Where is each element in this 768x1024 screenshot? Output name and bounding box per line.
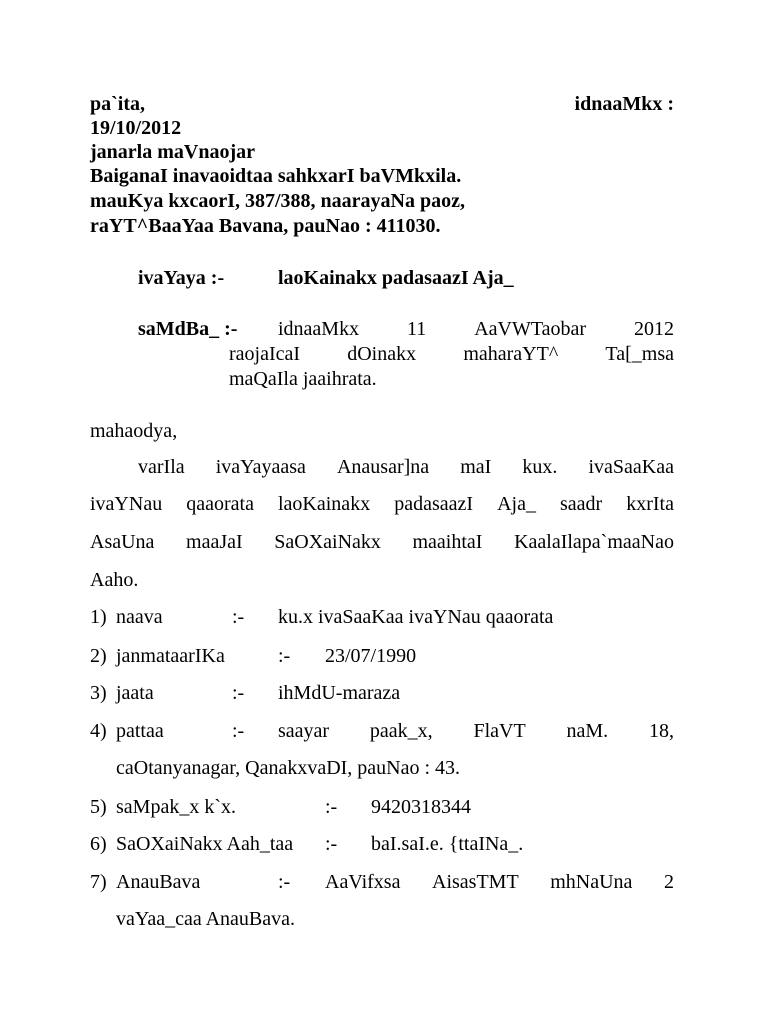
reference-line — [278, 317, 674, 341]
reference-word: 11 — [407, 318, 427, 340]
reference-word: AaVWTaobar — [474, 318, 587, 340]
item-label: saMpak_x k`x. — [116, 796, 236, 818]
value-word: 18, — [648, 720, 674, 742]
value-word: FlaVT — [473, 720, 526, 742]
address-line: janarla maVnaojar — [90, 141, 255, 163]
item-label: jaata — [116, 682, 154, 704]
item-separator: :- — [278, 645, 291, 667]
item-label: pattaa — [116, 720, 164, 742]
date-label: idnaaMkx : — [574, 93, 674, 115]
body-word: maaihtaI — [412, 531, 483, 553]
reference-label: saMdBa_ :- — [138, 318, 238, 340]
recipient-salutation: pa`ita, — [90, 93, 145, 115]
salutation: mahaodya, — [90, 420, 178, 442]
item-value: ku.x ivaSaaKaa ivaYNau qaaorata — [278, 606, 554, 628]
item-separator: :- — [232, 606, 245, 628]
body-word: ivaYayaasa — [215, 456, 306, 478]
body-word: Anausar]na — [336, 456, 430, 478]
body-word: KaalaIlapa`maaNao — [514, 531, 674, 553]
item-value — [278, 719, 674, 743]
address-line: mauKya kxcaorI, 387/388, naarayaNa paoz, — [90, 190, 465, 212]
item-value: baI.saI.e. {ttaINa_. — [371, 833, 524, 855]
item-label: AnauBava — [116, 871, 201, 893]
body-word: varIla — [138, 456, 185, 478]
body-word: ivaSaaKaa — [588, 456, 674, 478]
body-line — [138, 455, 674, 479]
body-word: kxrIta — [626, 493, 674, 515]
body-word: padasaazI — [394, 493, 474, 515]
subject-text: laoKainakx padasaazI Aja_ — [278, 267, 514, 289]
item-separator: :- — [325, 796, 338, 818]
body-word: kux. — [522, 456, 558, 478]
body-word: maaJaI — [186, 531, 243, 553]
address-line: raYT^BaaYaa Bavana, pauNao : 411030. — [90, 215, 441, 237]
body-word: saadr — [560, 493, 603, 515]
item-number: 5) — [90, 796, 107, 818]
value-word: saayar — [278, 720, 330, 742]
reference-line — [229, 342, 674, 366]
value-word: 2 — [663, 871, 674, 893]
reference-word: dOinakx — [347, 343, 417, 365]
item-separator: :- — [325, 833, 338, 855]
item-separator: :- — [232, 720, 245, 742]
item-value-continuation: vaYaa_caa AnauBava. — [116, 908, 296, 930]
body-line: Aaho. — [90, 569, 139, 591]
value-word: AaVifxsa — [325, 871, 401, 893]
value-word: paak_x, — [369, 720, 433, 742]
item-number: 6) — [90, 833, 107, 855]
body-word: laoKainakx — [278, 493, 371, 515]
body-word: qaaorata — [186, 493, 254, 515]
item-number: 7) — [90, 871, 107, 893]
reference-word: maharaYT^ — [463, 343, 559, 365]
body-word: SaOXaiNakx — [274, 531, 381, 553]
item-value: ihMdU-maraza — [278, 682, 401, 704]
body-word: ivaYNau — [90, 493, 163, 515]
item-number: 1) — [90, 606, 107, 628]
letter-date: 19/10/2012 — [90, 117, 182, 139]
value-word: mhNaUna — [550, 871, 633, 893]
subject-label: ivaYaya :- — [138, 267, 225, 289]
reference-word: raojaIcaI — [229, 343, 301, 365]
body-word: maI — [460, 456, 492, 478]
body-line — [90, 530, 674, 554]
item-separator: :- — [232, 682, 245, 704]
reference-word: Ta[_msa — [605, 343, 674, 365]
reference-word: idnaaMkx — [278, 318, 360, 340]
item-label: SaOXaiNakx Aah_taa — [116, 833, 294, 855]
reference-word: 2012 — [634, 318, 674, 340]
item-value-continuation: caOtanyanagar, QanakxvaDI, pauNao : 43. — [116, 757, 461, 779]
item-separator: :- — [278, 871, 291, 893]
item-number: 3) — [90, 682, 107, 704]
item-number: 4) — [90, 720, 107, 742]
item-value: 9420318344 — [371, 796, 471, 818]
item-number: 2) — [90, 645, 107, 667]
address-line: BaiganaI inavaoidtaa sahkxarI baVMkxila. — [90, 165, 462, 187]
body-line — [90, 492, 674, 516]
body-word: Aja_ — [497, 493, 536, 515]
item-label: janmataarIKa — [116, 645, 225, 667]
item-value: 23/07/1990 — [325, 645, 417, 667]
body-word: AsaUna — [90, 531, 155, 553]
item-value — [325, 870, 674, 894]
value-word: naM. — [566, 720, 609, 742]
reference-line: maQaIla jaaihrata. — [229, 368, 377, 390]
value-word: AisasTMT — [432, 871, 519, 893]
item-label: naava — [116, 606, 163, 628]
